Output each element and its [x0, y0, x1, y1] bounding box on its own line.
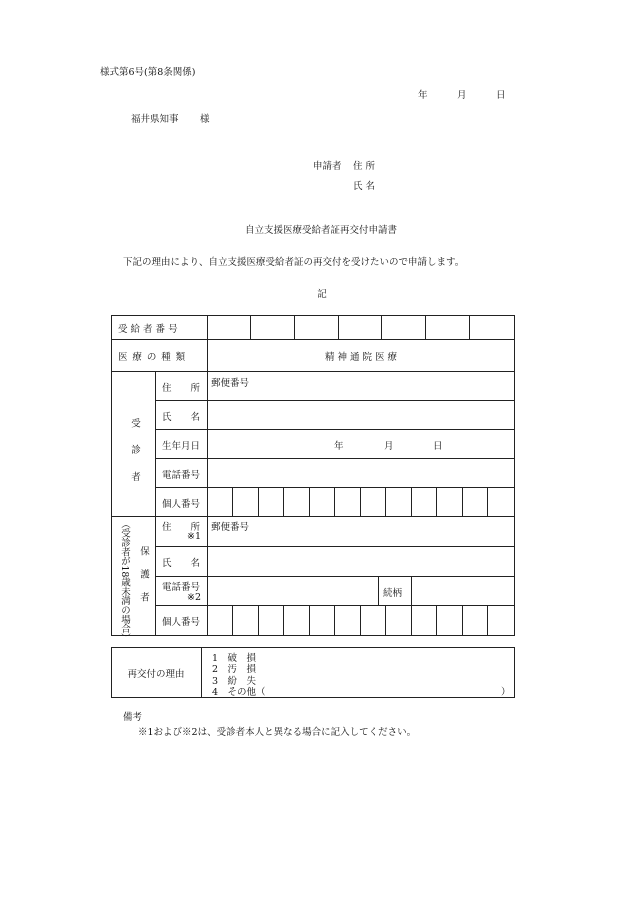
guardian-postal-code-label: 郵便番号: [211, 522, 250, 533]
reason-close-paren: ）: [501, 687, 511, 698]
reason-option-damaged[interactable]: 1 破 損: [212, 653, 257, 664]
guardian-address-input[interactable]: [208, 534, 514, 545]
patient-group-label: 受 診 者: [129, 418, 140, 489]
patient-phone-label: 電話番号: [162, 470, 201, 481]
reason-label: 再交付の理由: [127, 669, 185, 680]
application-statement: 下記の理由により、自立支援医療受給者証の再交付を受けたいので申請します。: [123, 257, 465, 268]
date-day-label: 日: [496, 90, 506, 101]
patient-name-input[interactable]: [208, 401, 514, 428]
patient-address-label: 住 所: [162, 383, 201, 394]
reason-other-input[interactable]: [276, 684, 496, 696]
birth-year-label: 年: [334, 441, 344, 452]
patient-personal-number-label: 個人番号: [162, 499, 201, 510]
date-month-label: 月: [457, 90, 467, 101]
guardian-group-label: （受診者が18歳未満の場合）: [119, 519, 130, 643]
guardian-personal-number-input[interactable]: [208, 606, 514, 635]
guardian-name-label: 氏 名: [162, 558, 201, 569]
guardian-personal-number-label: 個人番号: [162, 617, 201, 628]
form-title: 自立支援医療受給者証再交付申請書: [244, 225, 397, 236]
patient-phone-input[interactable]: [208, 459, 514, 486]
guardian-phone-input[interactable]: [208, 577, 377, 604]
guardian-phone-note-mark: ※2: [187, 592, 202, 603]
addressee-name: 福井県知事: [131, 114, 179, 125]
guardian-address-note-mark: ※1: [187, 531, 202, 542]
addressee-honorific: 様: [200, 114, 210, 125]
remarks-label: 備考: [123, 712, 143, 723]
patient-name-label: 氏 名: [162, 412, 201, 423]
guardian-address-label: 住 所: [162, 522, 201, 533]
reason-option-other[interactable]: 4 その他（: [212, 687, 266, 698]
birth-day-label: 日: [433, 441, 443, 452]
patient-address-input[interactable]: [208, 389, 514, 399]
applicant-name-label: 氏 名: [353, 181, 376, 192]
care-type-label: 医 療 の 種 類: [118, 352, 187, 363]
date-year-label: 年: [418, 90, 428, 101]
birth-month-label: 月: [384, 441, 394, 452]
applicant-label: 申請者: [313, 161, 342, 172]
relationship-label: 続柄: [383, 588, 403, 599]
guardian-group-sub-label: 保 護 者: [138, 546, 149, 607]
care-type-value: 精 神 通 院 医 療: [324, 352, 398, 363]
ki-heading: 記: [317, 289, 327, 300]
applicant-address-label: 住 所: [353, 161, 376, 172]
reason-option-soiled[interactable]: 2 汚 損: [212, 664, 257, 675]
recipient-number-input[interactable]: [208, 316, 514, 338]
recipient-number-label: 受 給 者 番 号: [118, 324, 178, 335]
guardian-name-input[interactable]: [208, 547, 514, 575]
patient-postal-code-label: 郵便番号: [211, 378, 250, 389]
form-number: 様式第6号(第8条関係): [100, 67, 196, 78]
guardian-phone-label: 電話番号: [162, 582, 201, 593]
patient-personal-number-input[interactable]: [208, 488, 514, 515]
patient-birthdate-label: 生年月日: [162, 441, 201, 452]
reason-option-lost[interactable]: 3 紛 失: [212, 676, 257, 687]
guardian-relationship-input[interactable]: [412, 577, 514, 604]
remarks-note: ※1および※2は、受診者本人と異なる場合に記入してください。: [138, 727, 417, 738]
